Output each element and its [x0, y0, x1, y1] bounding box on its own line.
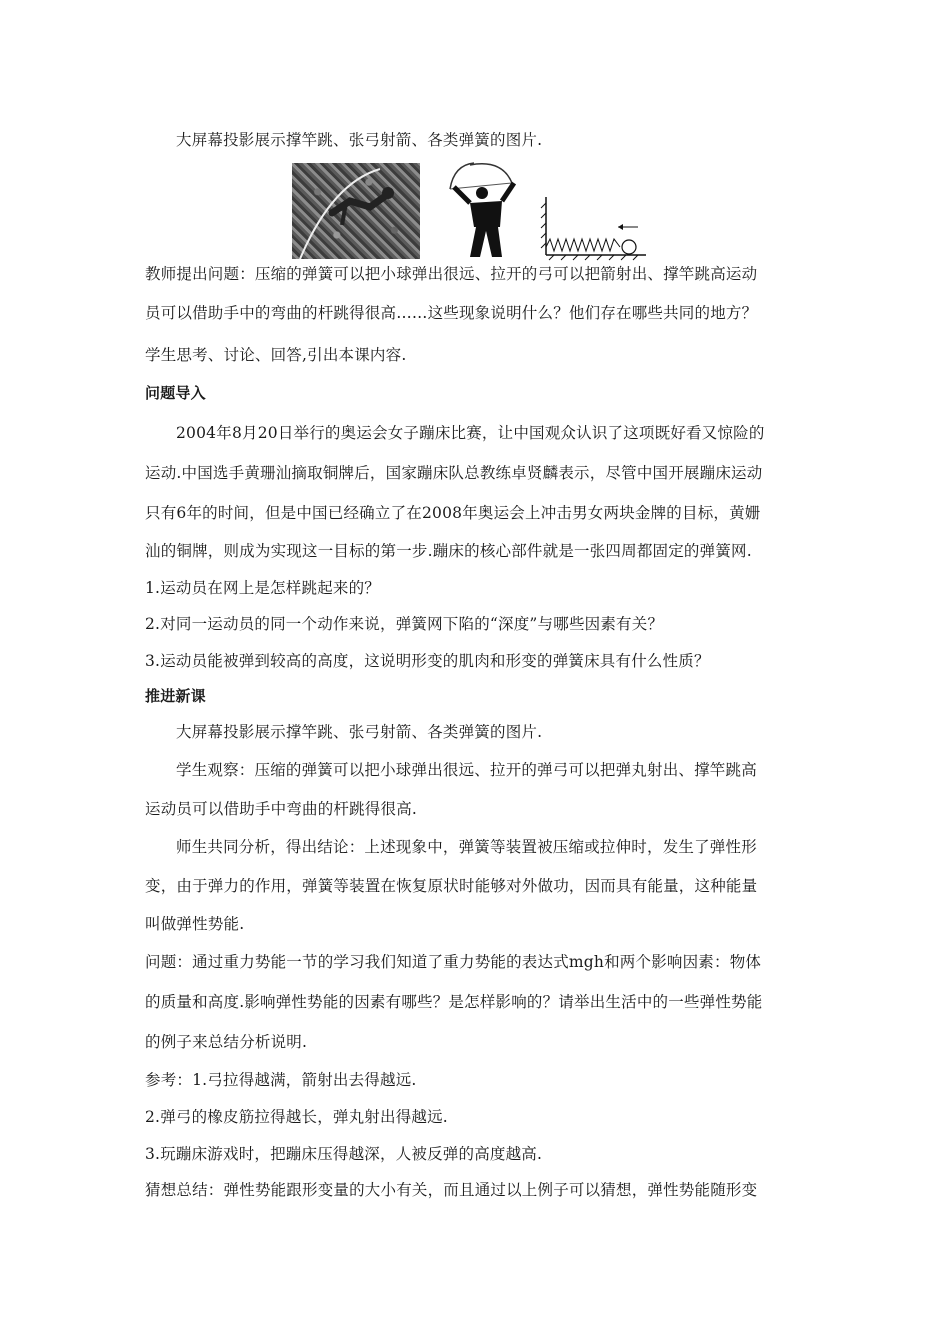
- conclusion-line-1: 师生共同分析，得出结论：上述现象中，弹簧等装置被压缩或拉伸时，发生了弹性形: [176, 838, 757, 856]
- student-observe-line-2: 运动员可以借助手中弯曲的杆跳得很高.: [145, 800, 418, 818]
- reference-item-3: 3.玩蹦床游戏时，把蹦床压得越深，人被反弹的高度越高.: [145, 1145, 543, 1163]
- question-item-2: 2.对同一运动员的同一个动作来说，弹簧网下陷的“深度”与哪些因素有关？: [145, 615, 664, 633]
- section-heading-intro: 问题导入: [145, 384, 206, 402]
- student-discuss-line: 学生思考、讨论、回答,引出本课内容.: [145, 346, 407, 364]
- reference-item-2: 2.弹弓的橡皮筋拉得越长，弹丸射出得越远.: [145, 1108, 448, 1126]
- conclusion-line-3: 叫做弹性势能.: [145, 915, 245, 933]
- section-heading-new-lesson: 推进新课: [145, 687, 206, 705]
- trampoline-paragraph-line-1: 2004年8月20日举行的奥运会女子蹦床比赛，让中国观众认识了这项既好看又惊险的: [176, 424, 765, 442]
- question-item-3: 3.运动员能被弹到较高的高度，这说明形变的肌肉和形变的弹簧床具有什么性质？: [145, 652, 710, 670]
- problem-line-1: 问题：通过重力势能一节的学习我们知道了重力势能的表达式mgh和两个影响因素：物体: [145, 953, 762, 971]
- archer-icon: [440, 157, 525, 261]
- teacher-question-line-1: 教师提出问题：压缩的弹簧可以把小球弹出很远、拉开的弓可以把箭射出、撑竿跳高运动: [145, 265, 758, 283]
- trampoline-paragraph-line-4: 汕的铜牌，则成为实现这一目标的第一步.蹦床的核心部件就是一张四周都固定的弹簧网.: [145, 542, 752, 560]
- teacher-question-line-2: 员可以借助手中的弯曲的杆跳得很高……这些现象说明什么？他们存在哪些共同的地方？: [145, 304, 758, 322]
- trampoline-paragraph-line-2: 运动.中国选手黄珊汕摘取铜牌后，国家蹦床队总教练卓贤麟表示，尽管中国开展蹦床运动: [145, 464, 763, 482]
- problem-line-3: 的例子来总结分析说明.: [145, 1033, 308, 1051]
- figure-row: [290, 157, 650, 261]
- pole-vault-photo: [292, 163, 420, 259]
- projection-line-2: 大屏幕投影展示撑竿跳、张弓射箭、各类弹簧的图片.: [176, 723, 543, 741]
- trampoline-paragraph-line-3: 只有6年的时间，但是中国已经确立了在2008年奥运会上冲击男女两块金牌的目标，黄姗: [145, 504, 761, 522]
- conclusion-line-2: 变，由于弹力的作用，弹簧等装置在恢复原状时能够对外做功，因而具有能量，这种能量: [145, 877, 758, 895]
- pole-vault-icon: [292, 163, 420, 259]
- archer-figure: [440, 157, 525, 261]
- reference-item-1: 参考：1.弓拉得越满，箭射出去得越远.: [145, 1071, 417, 1089]
- question-item-1: 1.运动员在网上是怎样跳起来的？: [145, 579, 380, 597]
- problem-line-2: 的质量和高度.影响弹性势能的因素有哪些？是怎样影响的？请举出生活中的一些弹性势能: [145, 993, 763, 1011]
- student-observe-line-1: 学生观察：压缩的弹簧可以把小球弹出很远、拉开的弹弓可以把弹丸射出、撑竿跳高: [176, 761, 757, 779]
- spring-ball-diagram: [540, 195, 650, 261]
- guess-summary-line: 猜想总结：弹性势能跟形变量的大小有关，而且通过以上例子可以猜想，弹性势能随形变: [145, 1181, 758, 1199]
- spring-icon: [540, 195, 650, 261]
- intro-projection-line: 大屏幕投影展示撑竿跳、张弓射箭、各类弹簧的图片.: [176, 131, 543, 149]
